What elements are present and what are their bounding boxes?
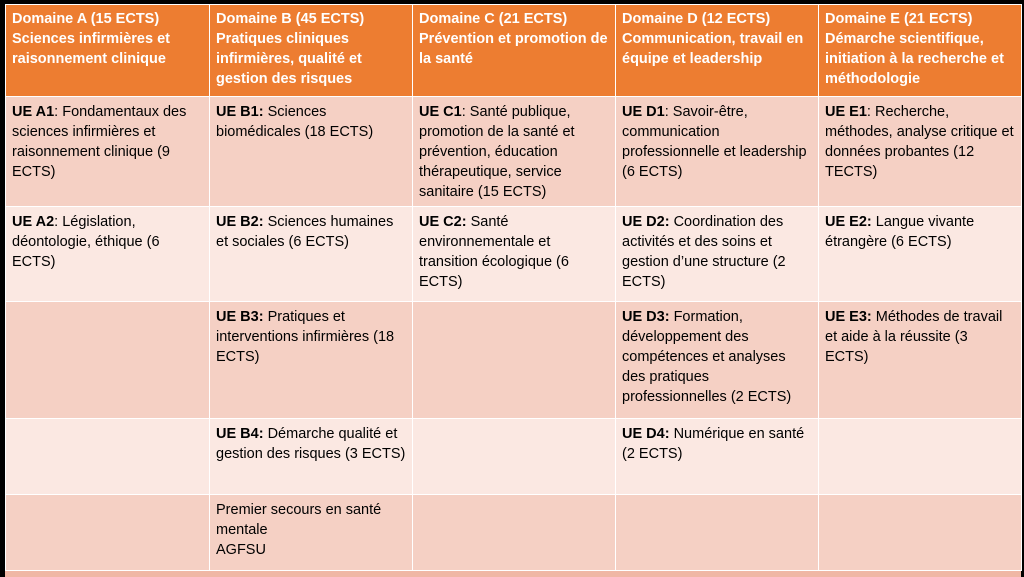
cell-empty (6, 302, 210, 419)
header-row (6, 5, 1022, 97)
cell-empty (6, 419, 210, 495)
curriculum-table (5, 4, 1022, 571)
cell-empty (819, 419, 1022, 495)
cell-ue-e2: UE E2: Langue vivante étrangère (6 ECTS) (819, 207, 1022, 302)
table-row (6, 495, 1022, 571)
cell-empty (616, 495, 819, 571)
header-domain-e: Domaine E (21 ECTS) Démarche scientifique, initiation à la recherche et méthodologie (819, 5, 1022, 97)
cell-ue-a2: UE A2: Législation, déontologie, éthique (6 ECTS) (6, 207, 210, 302)
cell-ue-b3: UE B3: Pratiques et interventions infirmières (18 ECTS) (210, 302, 413, 419)
cell-ue-b1: UE B1: Sciences biomédicales (18 ECTS) (210, 97, 413, 207)
cell-ue-b2: UE B2: Sciences humaines et sociales (6 ECTS) (210, 207, 413, 302)
cell-ue-e1: UE E1: Recherche, méthodes, analyse critique et données probantes (12 TECTS) (819, 97, 1022, 207)
cell-empty (6, 495, 210, 571)
header-domain-a: Domaine A (15 ECTS) Sciences infirmières et raisonnement clinique (6, 5, 210, 97)
table-row (6, 302, 1022, 419)
cell-empty (413, 302, 616, 419)
cell-empty (413, 419, 616, 495)
cell-ue-b4: UE B4: Démarche qualité et gestion des risques (3 ECTS) (210, 419, 413, 495)
cell-ue-d3: UE D3: Formation, développement des compétences et analyses des pratiques professionnelles (2 ECTS) (616, 302, 819, 419)
cell-ue-d4: UE D4: Numérique en santé (2 ECTS) (616, 419, 819, 495)
table-row (6, 207, 1022, 302)
cell-ue-d2: UE D2: Coordination des activités et des soins et gestion d’une structure (2 ECTS) (616, 207, 819, 302)
cell-ue-d1: UE D1: Savoir-être, communication professionnelle et leadership (6 ECTS) (616, 97, 819, 207)
table-row (6, 419, 1022, 495)
cell-empty (413, 495, 616, 571)
cell-ue-c2: UE C2: Santé environnementale et transition écologique (6 ECTS) (413, 207, 616, 302)
cell-premier-secours: Premier secours en santé mentale AGFSU (210, 495, 413, 571)
header-domain-b: Domaine B (45 ECTS) Pratiques cliniques infirmières, qualité et gestion des risques (210, 5, 413, 97)
curriculum-table-frame (5, 4, 1021, 577)
cell-ue-a1: UE A1: Fondamentaux des sciences infirmières et raisonnement clinique (9 ECTS) (6, 97, 210, 207)
table-row (6, 97, 1022, 207)
cell-ue-c1: UE C1: Santé publique, promotion de la santé et prévention, éducation thérapeutique, service sanitaire (15 ECTS) (413, 97, 616, 207)
cell-ue-e3: UE E3: Méthodes de travail et aide à la réussite (3 ECTS) (819, 302, 1022, 419)
header-domain-c: Domaine C (21 ECTS) Prévention et promotion de la santé (413, 5, 616, 97)
cell-empty (819, 495, 1022, 571)
header-domain-d: Domaine D (12 ECTS) Communication, travail en équipe et leadership (616, 5, 819, 97)
